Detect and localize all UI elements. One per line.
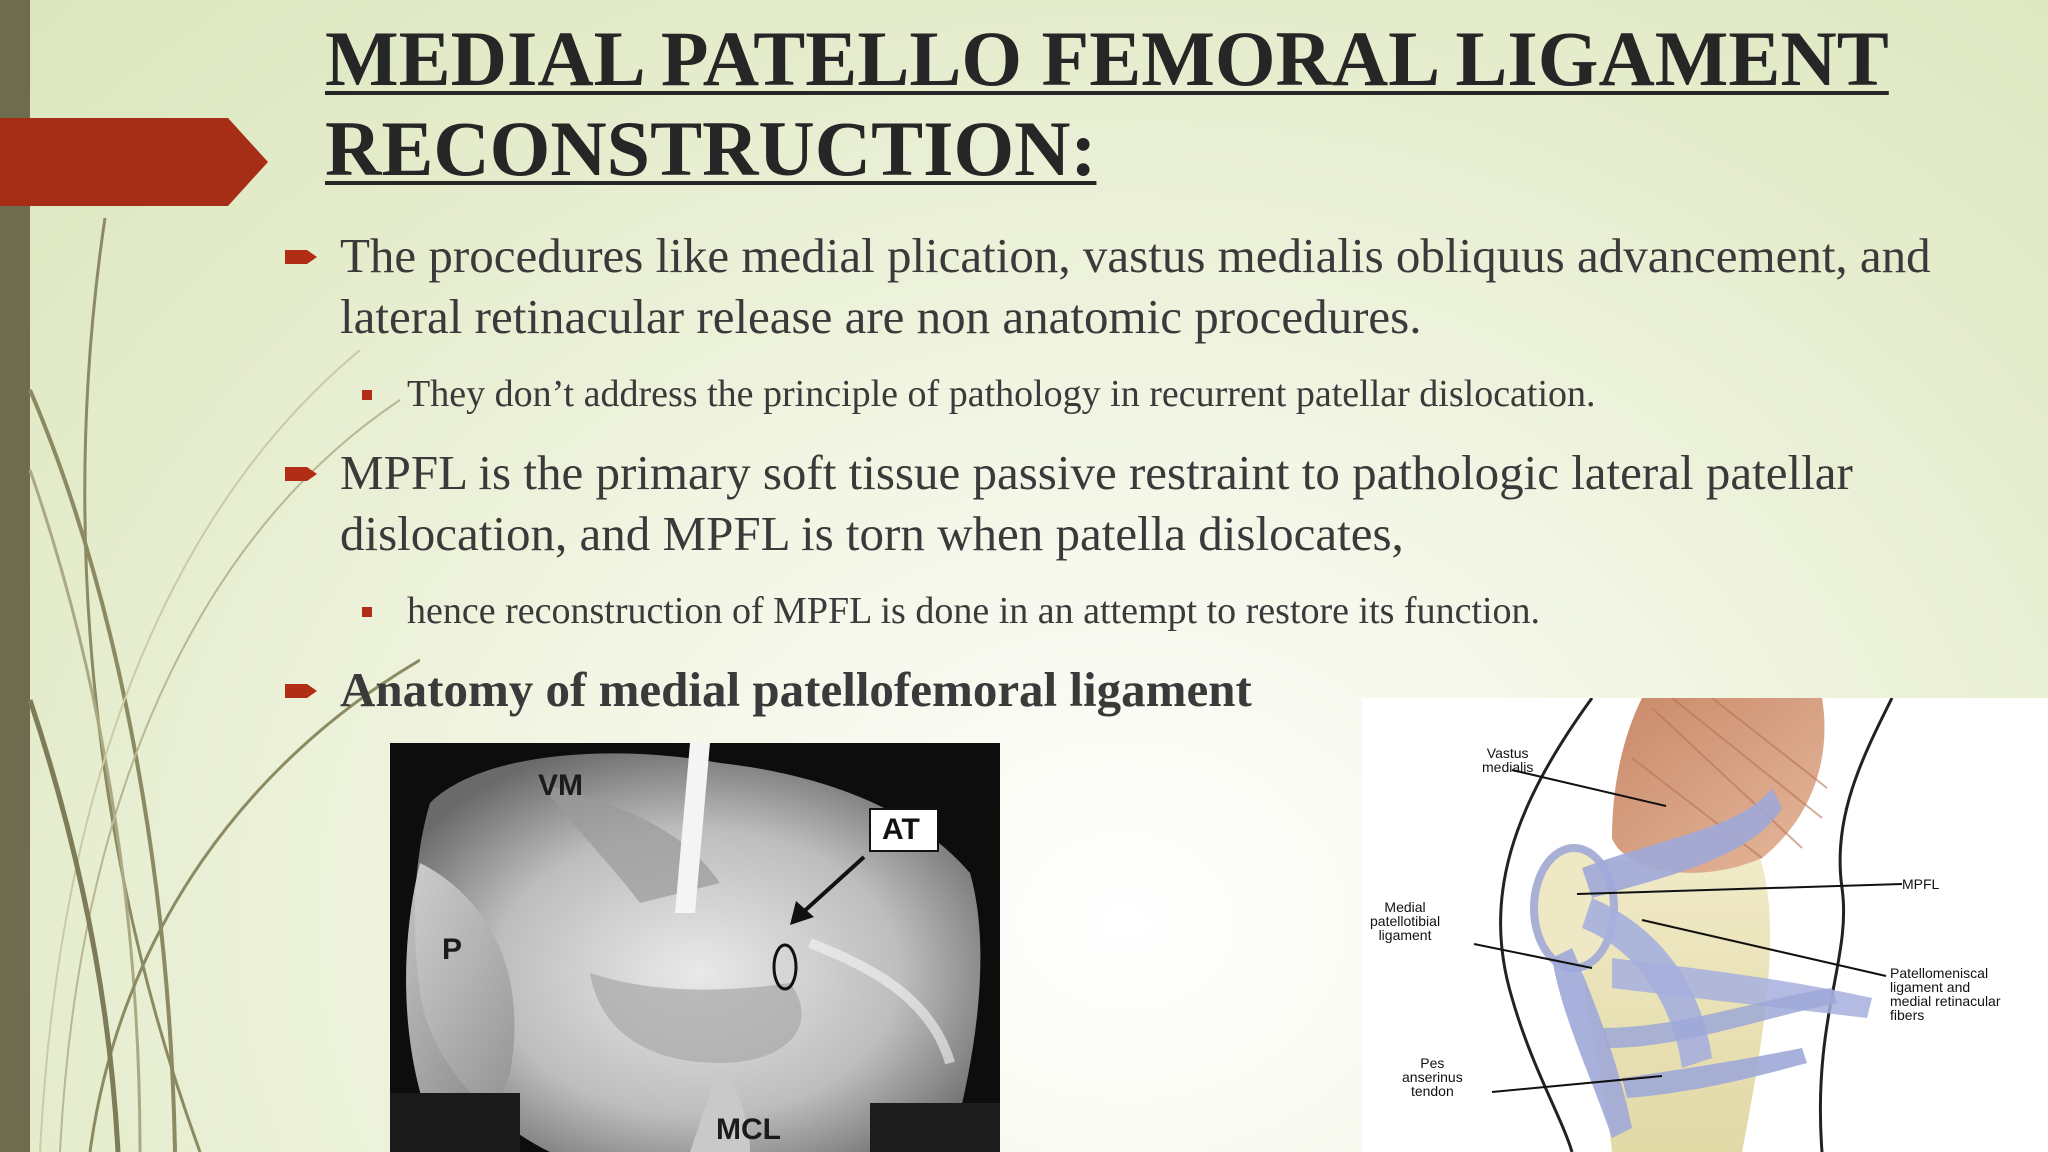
diagram-label-medial-patellotibial: Medial patellotibial ligament <box>1370 899 1441 943</box>
cadaver-photo <box>390 743 1000 1152</box>
bullet-2 <box>285 442 1935 564</box>
square-bullet-icon <box>362 607 372 617</box>
bullet-arrow-icon <box>285 681 319 701</box>
bullet-1 <box>285 225 1935 347</box>
diagram-label-vastus-medialis: Vastus medialis <box>1482 745 1534 775</box>
bullet-1-text: The procedures like medial plication, vastus medialis obliquus advancement, and lateral retinacular release are non anatomic procedures. <box>340 228 1931 344</box>
photo-label-p: P <box>442 933 463 966</box>
bullet-2-text: MPFL is the primary soft tissue passive restraint to pathologic lateral patellar dislocation, and MPFL is torn when patella dislocates, <box>340 445 1853 561</box>
title-line-2: RECONSTRUCTION: <box>325 105 1097 192</box>
square-bullet-icon <box>362 390 372 400</box>
title-arrow-shape <box>0 118 270 206</box>
sub-bullet-2-text: hence reconstruction of MPFL is done in an attempt to restore its function. <box>407 590 1541 632</box>
photo-label-at: AT <box>882 813 920 846</box>
sub-bullet-2 <box>362 587 1962 635</box>
sub-bullet-1 <box>362 370 1962 418</box>
photo-label-vm: VM <box>538 769 583 802</box>
anatomy-diagram <box>1362 698 2048 1152</box>
bullet-arrow-icon <box>285 247 319 267</box>
bullet-3-text: Anatomy of medial patellofemoral ligament <box>340 662 1252 717</box>
diagram-label-pes-anserinus: Pes anserinus tendon <box>1402 1055 1463 1099</box>
title-line-1: MEDIAL PATELLO FEMORAL LIGAMENT <box>325 15 1889 102</box>
bullet-arrow-icon <box>285 464 319 484</box>
photo-label-mcl: MCL <box>716 1113 781 1146</box>
slide-title <box>325 14 2025 194</box>
sub-bullet-1-text: They don’t address the principle of pathology in recurrent patellar dislocation. <box>407 373 1596 415</box>
diagram-label-patellomeniscal: Patellomeniscal ligament and medial retinacular fibers <box>1890 965 2001 1023</box>
diagram-label-mpfl: MPFL <box>1902 876 1940 892</box>
